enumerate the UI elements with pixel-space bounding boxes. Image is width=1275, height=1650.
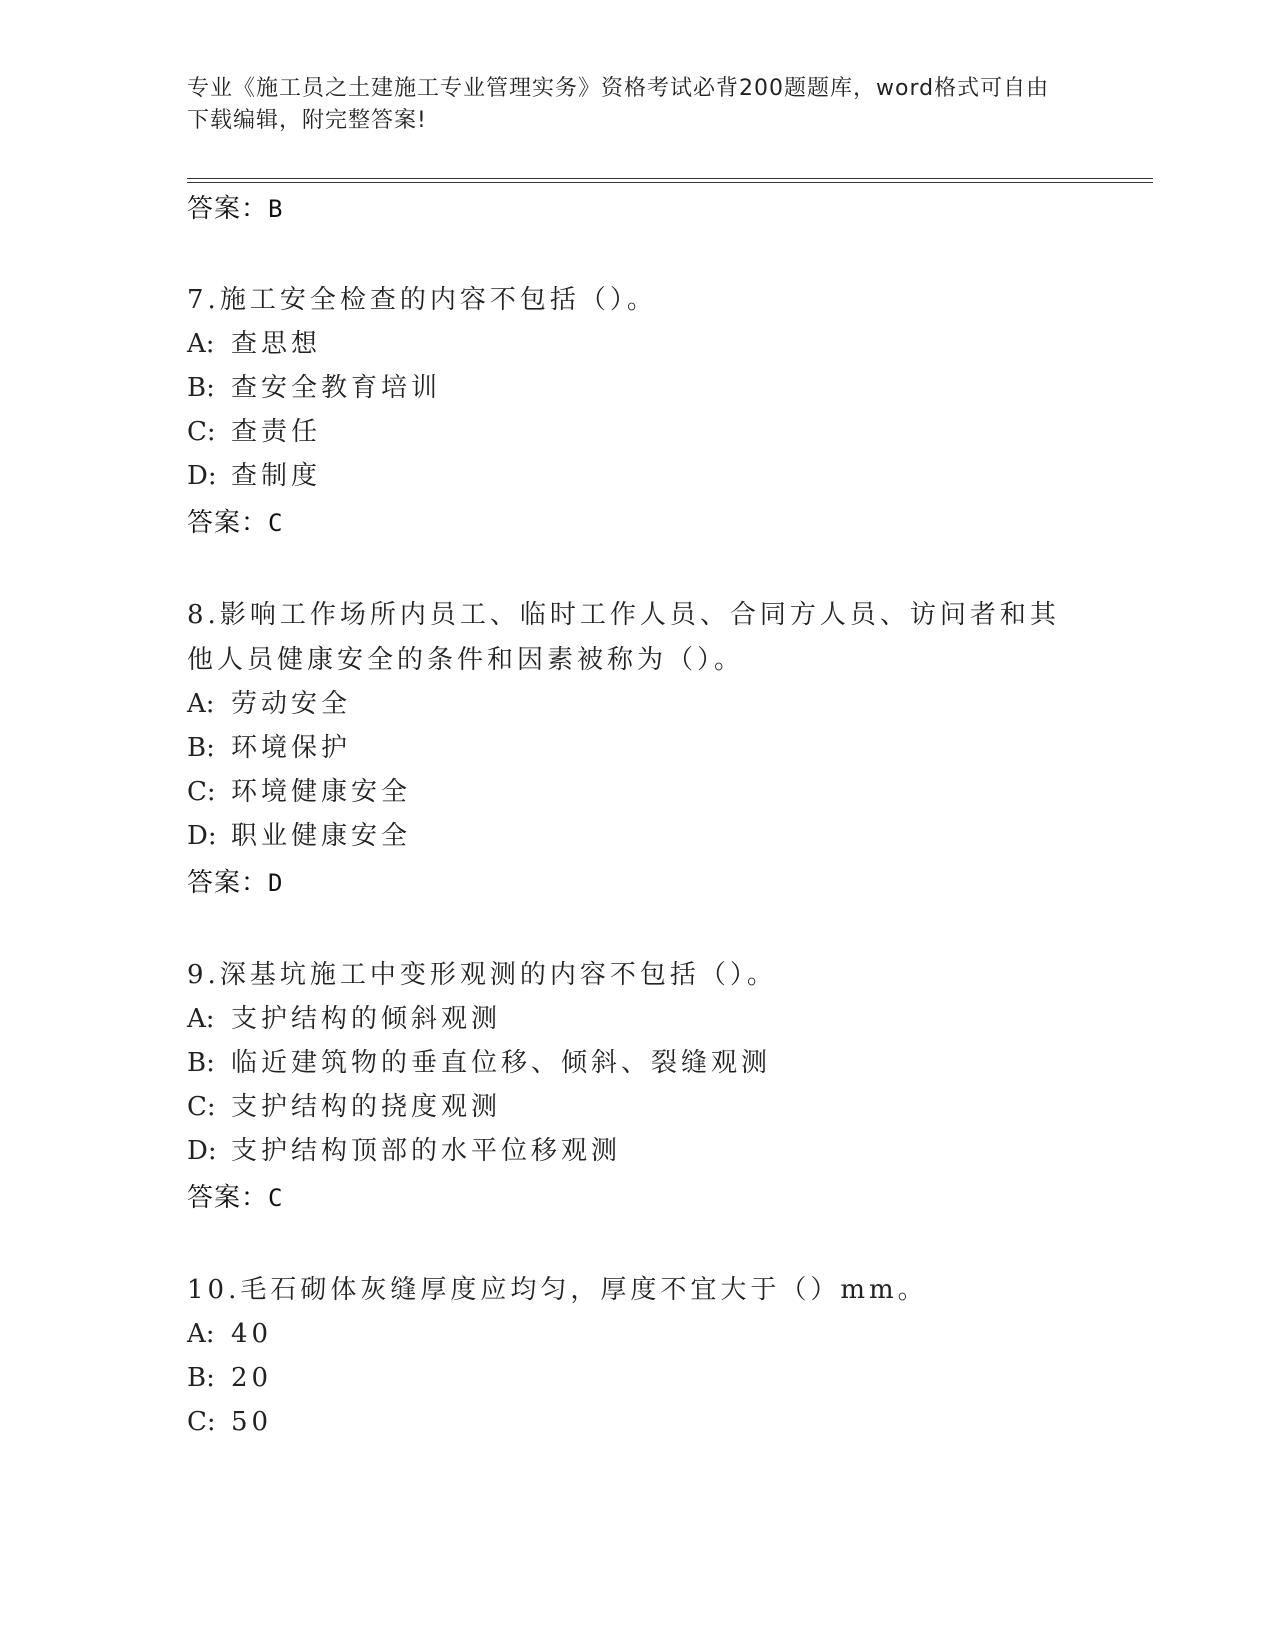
question-number: 8.: [187, 600, 220, 630]
option-text: 查安全教育培训: [231, 373, 442, 403]
option-9-a: [187, 1003, 501, 1035]
option-8-a: [187, 688, 351, 720]
option-letter: D:: [187, 461, 217, 491]
option-9-c: [187, 1091, 501, 1123]
option-letter: C:: [187, 777, 216, 807]
option-letter: A:: [187, 1319, 215, 1349]
option-7-c: [187, 416, 321, 448]
header-rule-top: [187, 178, 1153, 179]
option-letter: C:: [187, 417, 216, 447]
option-10-b: [187, 1362, 272, 1394]
question-number: 9.: [187, 960, 220, 990]
option-9-b: [187, 1047, 771, 1079]
option-letter: D:: [187, 821, 217, 851]
answer-label: 答案：: [187, 508, 269, 538]
option-text: 20: [231, 1363, 273, 1393]
option-letter: D:: [187, 1136, 217, 1166]
option-7-b: [187, 372, 441, 404]
answer-label: 答案：: [187, 194, 269, 224]
option-8-c: [187, 776, 411, 808]
question-number: 10.: [187, 1275, 241, 1305]
question-9: [187, 953, 1067, 998]
question-8: [187, 593, 1067, 683]
question-10: [187, 1268, 1067, 1313]
answer-value: B: [268, 195, 284, 223]
option-letter: C:: [187, 1407, 216, 1437]
question-7: [187, 278, 1067, 323]
question-number: 7.: [187, 285, 220, 315]
option-text: 环境健康安全: [231, 777, 412, 807]
answer-7: [187, 507, 283, 539]
option-text: 支护结构的挠度观测: [231, 1092, 502, 1122]
answer-label: 答案：: [187, 868, 269, 898]
option-letter: B:: [187, 1048, 215, 1078]
option-text: 查思想: [231, 329, 322, 359]
option-text: 查制度: [231, 461, 322, 491]
option-text: 40: [231, 1319, 273, 1349]
option-letter: B:: [187, 373, 215, 403]
option-letter: C:: [187, 1092, 216, 1122]
option-text: 职业健康安全: [231, 821, 412, 851]
header-rule-bottom: [187, 182, 1153, 183]
prev-answer: [187, 193, 283, 225]
answer-value: D: [268, 869, 284, 897]
option-text: 支护结构的倾斜观测: [231, 1004, 502, 1034]
option-letter: A:: [187, 329, 215, 359]
option-text: 临近建筑物的垂直位移、倾斜、裂缝观测: [231, 1048, 772, 1078]
question-text: 深基坑施工中变形观测的内容不包括（）。: [219, 960, 777, 990]
answer-8: [187, 867, 283, 899]
option-8-b: [187, 732, 351, 764]
option-text: 支护结构顶部的水平位移观测: [231, 1136, 622, 1166]
option-letter: B:: [187, 733, 215, 763]
option-text: 劳动安全: [231, 689, 352, 719]
option-text: 查责任: [231, 417, 322, 447]
answer-label: 答案：: [187, 1183, 269, 1213]
question-text: 毛石砌体灰缝厚度应均匀，厚度不宜大于（）mm。: [240, 1275, 928, 1305]
option-letter: A:: [187, 1004, 215, 1034]
option-text: 环境保护: [231, 733, 352, 763]
option-7-d: [187, 460, 321, 492]
option-7-a: [187, 328, 321, 360]
question-text: 影响工作场所内员工、临时工作人员、合同方人员、访问者和其他人员健康安全的条件和因素被称为（）。: [187, 600, 1060, 675]
option-letter: A:: [187, 689, 215, 719]
option-letter: B:: [187, 1363, 215, 1393]
option-9-d: [187, 1135, 621, 1167]
option-10-c: [187, 1406, 272, 1438]
option-8-d: [187, 820, 411, 852]
option-10-a: [187, 1318, 272, 1350]
answer-9: [187, 1182, 283, 1214]
document-header: 专业《施工员之土建施工专业管理实务》资格考试必背200题题库，word格式可自由下载编辑，附完整答案!: [187, 76, 1050, 133]
answer-value: C: [268, 509, 284, 537]
question-text: 施工安全检查的内容不包括（）。: [219, 285, 657, 315]
answer-value: C: [268, 1184, 284, 1212]
option-text: 50: [231, 1407, 273, 1437]
